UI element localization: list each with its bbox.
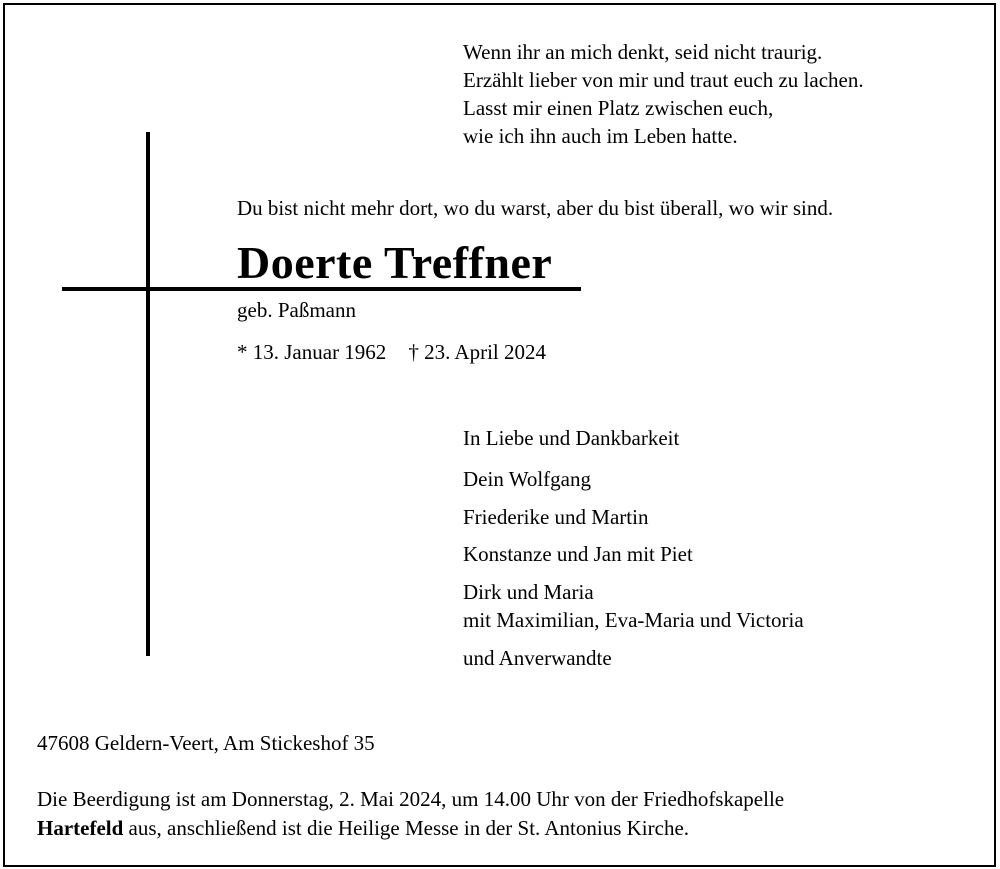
funeral-line-2-rest: aus, anschließend ist die Heilige Messe in der St. Antonius Kirche. bbox=[123, 816, 690, 840]
death-date: † 23. April 2024 bbox=[408, 340, 546, 364]
family-member: Dirk und Maria bbox=[463, 580, 594, 604]
funeral-line-1: Die Beerdigung ist am Donnerstag, 2. Mai 2024, um 14.00 Uhr von der Friedhofskapelle bbox=[37, 787, 785, 811]
birth-date: * 13. Januar 1962 bbox=[237, 340, 387, 364]
address: 47608 Geldern-Veert, Am Stickeshof 35 bbox=[37, 731, 375, 755]
poem-line: wie ich ihn auch im Leben hatte. bbox=[463, 124, 738, 148]
cross-vertical-bar bbox=[146, 132, 150, 656]
deceased-name: Doerte Treffner bbox=[237, 237, 553, 288]
poem-line: Lasst mir einen Platz zwischen euch, bbox=[463, 96, 774, 120]
family-member: Konstanze und Jan mit Piet bbox=[463, 542, 693, 566]
life-dates bbox=[237, 340, 546, 365]
family-member: Friederike und Martin bbox=[463, 505, 649, 529]
funeral-line-2 bbox=[37, 814, 784, 843]
family-member: Dein Wolfgang bbox=[463, 467, 591, 491]
motto: Du bist nicht mehr dort, wo du warst, aber du bist überall, wo wir sind. bbox=[237, 196, 834, 220]
poem-line: Wenn ihr an mich denkt, seid nicht traurig. bbox=[463, 40, 823, 64]
poem-line: Erzählt lieber von mir und traut euch zu lachen. bbox=[463, 68, 864, 92]
funeral-location: Hartefeld bbox=[37, 816, 124, 840]
poem bbox=[463, 38, 864, 150]
birth-name: geb. Paßmann bbox=[237, 298, 356, 322]
family-member: mit Maximilian, Eva-Maria und Victoria bbox=[463, 608, 804, 632]
family-member: und Anverwandte bbox=[463, 646, 612, 670]
family-intro: In Liebe und Dankbarkeit bbox=[463, 426, 680, 450]
funeral-info bbox=[37, 785, 784, 843]
